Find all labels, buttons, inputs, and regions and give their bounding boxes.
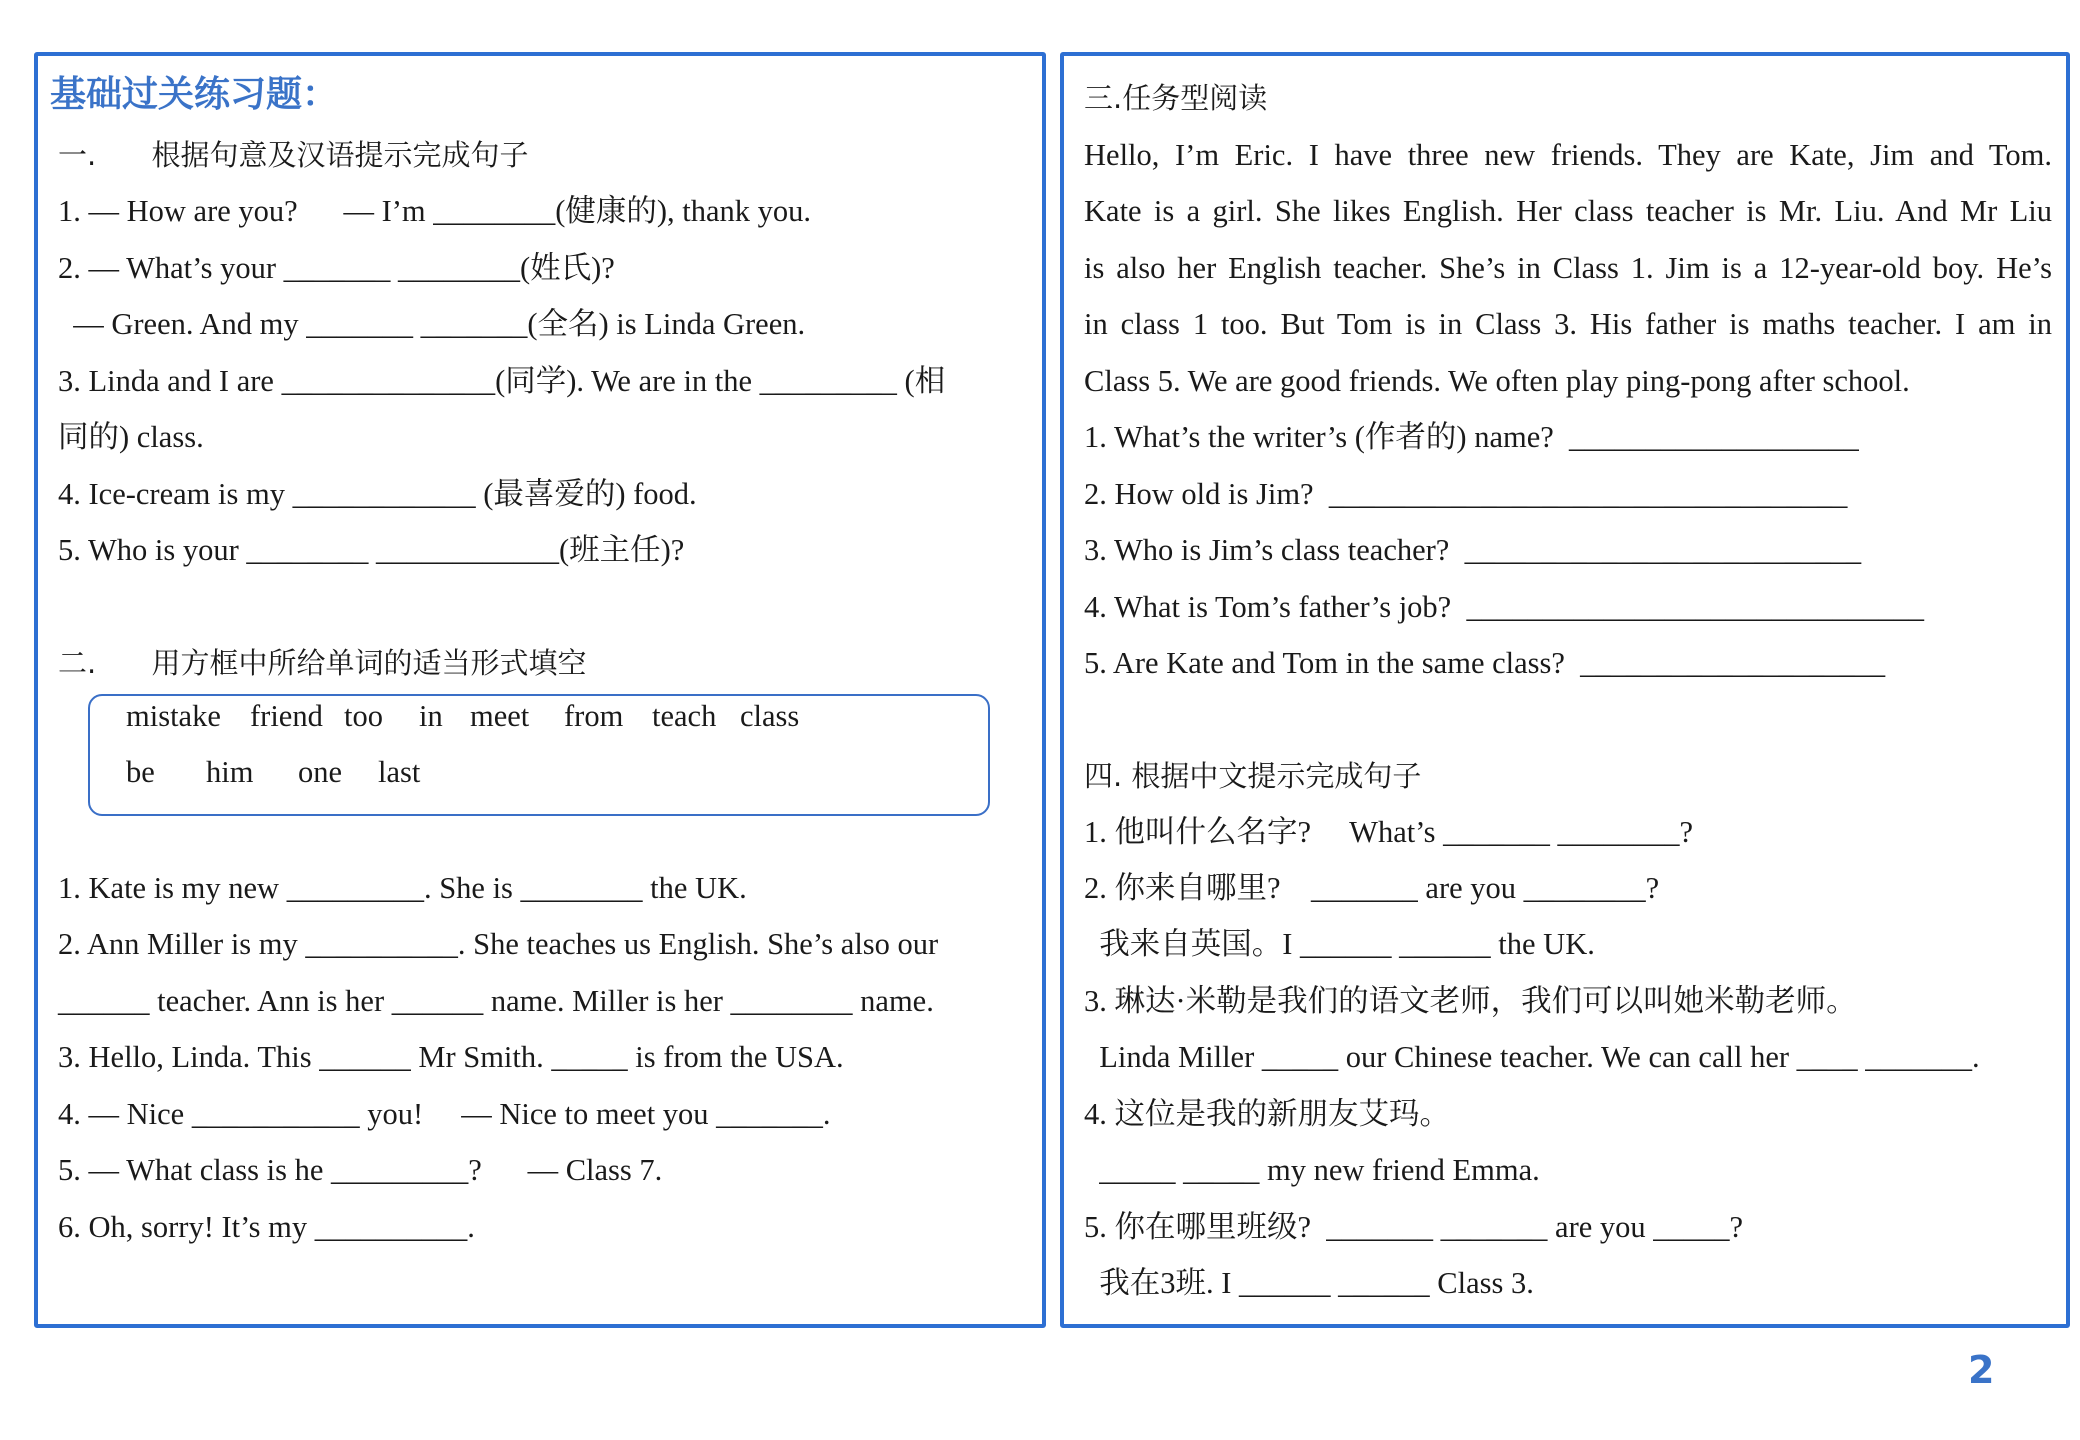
passage-line: Hello, I’m Eric. I have three new friends. They are Kate, Jim and Tom.: [1084, 138, 2052, 172]
right-panel: [1060, 52, 2070, 1328]
section2-heading: 二. 用方框中所给单词的适当形式填空: [58, 646, 587, 680]
exercise-line: 2. 你来自哪里? _______ are you ________?: [1084, 871, 1660, 905]
question-line: 4. What is Tom’s father’s job? ______________________________: [1084, 590, 1924, 624]
passage-line: Class 5. We are good friends. We often play ping-pong after school.: [1084, 364, 1910, 398]
word-bank-word: class: [740, 699, 800, 733]
question-line: 1. What’s the writer’s (作者的) name? ___________________: [1084, 420, 1859, 454]
worksheet-title: 基础过关练习题：: [50, 74, 339, 115]
word-bank-word: in: [419, 699, 443, 733]
exercise-line: 我来自英国。I ______ ______ the UK.: [1084, 927, 1595, 961]
exercise-line: 4. — Nice ___________ you! — Nice to meet you _______.: [58, 1097, 831, 1131]
word-bank-word: from: [564, 699, 624, 733]
word-bank-word: be: [126, 755, 155, 789]
exercise-line: Linda Miller _____ our Chinese teacher. We can call her ____ _______.: [1084, 1040, 1980, 1074]
exercise-line: 6. Oh, sorry! It’s my __________.: [58, 1210, 475, 1244]
exercise-line: 1. — How are you? — I’m ________(健康的), thank you.: [58, 194, 812, 228]
section4-heading: 四. 根据中文提示完成句子: [1084, 759, 1422, 793]
word-bank-word: last: [378, 755, 421, 789]
section3-heading: 三.任务型阅读: [1084, 81, 1268, 115]
exercise-line: 5. Who is your ________ ____________(班主任)?: [58, 533, 685, 567]
exercise-line: 4. 这位是我的新朋友艾玛。: [1084, 1097, 1450, 1131]
exercise-line: 3. Hello, Linda. This ______ Mr Smith. _____ is from the USA.: [58, 1040, 844, 1074]
left-panel: [34, 52, 1046, 1328]
word-bank-box: [88, 694, 990, 816]
word-bank-word: friend: [250, 699, 323, 733]
word-bank-word: mistake: [126, 699, 221, 733]
section1-heading: 一. 根据句意及汉语提示完成句子: [58, 138, 529, 172]
exercise-line: 5. 你在哪里班级? _______ _______ are you _____?: [1084, 1210, 1744, 1244]
question-line: 3. Who is Jim’s class teacher? __________________________: [1084, 533, 1862, 567]
exercise-line: 3. Linda and I are ______________(同学). We are in the _________ (相: [58, 364, 946, 398]
exercise-line: ______ teacher. Ann is her ______ name. Miller is her ________ name.: [58, 984, 934, 1018]
exercise-line: 1. Kate is my new _________. She is ________ the UK.: [58, 871, 747, 905]
exercise-line: — Green. And my _______ _______(全名) is Linda Green.: [58, 307, 806, 341]
exercise-line: 1. 他叫什么名字? What’s _______ ________?: [1084, 815, 1694, 849]
word-bank-word: too: [344, 699, 383, 733]
exercise-line: 4. Ice-cream is my ____________ (最喜爱的) food.: [58, 477, 697, 511]
exercise-line: 同的) class.: [58, 420, 204, 454]
passage-line: in class 1 too. But Tom is in Class 3. His father is maths teacher. I am in: [1084, 307, 2052, 341]
word-bank-word: him: [206, 755, 254, 789]
exercise-line: 2. Ann Miller is my __________. She teaches us English. She’s also our: [58, 927, 939, 961]
word-bank-word: teach: [652, 699, 717, 733]
question-line: 2. How old is Jim? __________________________________: [1084, 477, 1848, 511]
exercise-line: 5. — What class is he _________? — Class 7.: [58, 1153, 663, 1187]
exercise-line: _____ _____ my new friend Emma.: [1084, 1153, 1540, 1187]
page-number: 2: [1968, 1348, 1995, 1392]
passage-line: Kate is a girl. She likes English. Her class teacher is Mr. Liu. And Mr Liu: [1084, 194, 2052, 228]
exercise-line: 我在3班. I ______ ______ Class 3.: [1084, 1266, 1534, 1300]
question-line: 5. Are Kate and Tom in the same class? ____________________: [1084, 646, 1886, 680]
passage-line: is also her English teacher. She’s in Class 1. Jim is a 12-year-old boy. He’s: [1084, 251, 2052, 285]
word-bank-word: meet: [470, 699, 530, 733]
word-bank-word: one: [298, 755, 343, 789]
exercise-line: 3. 琳达·米勒是我们的语文老师，我们可以叫她米勒老师。: [1084, 984, 1857, 1018]
exercise-line: 2. — What’s your _______ ________(姓氏)?: [58, 251, 615, 285]
